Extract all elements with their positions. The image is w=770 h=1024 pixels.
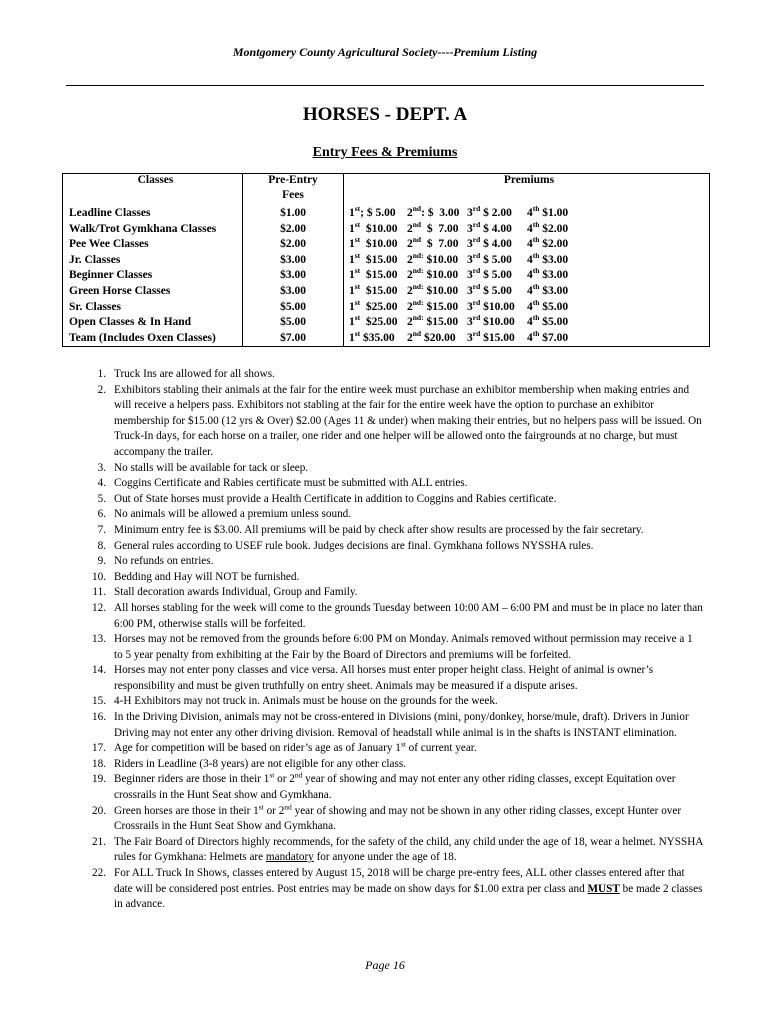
rule-text: No refunds on entries. [114,555,214,568]
place-suffix: rd [472,328,481,338]
place-number: 1 [349,269,355,282]
place-suffix: th [532,297,540,307]
rule-number: 15. [92,695,106,708]
premium-row [349,315,709,331]
place-number: 2 [407,331,413,344]
premium-amount: $ 7.00 [421,238,459,251]
rule-text: In the Driving Division, animals may not be cross-entered in Divisions (mini, pony/donkey, horse/mule, draft). Drivers in Junior Driving may not enter any other driving division. Removal of headstall while animal is in the shafts is INSTANT elimination. [114,711,689,739]
rule-text: For ALL Truck In Shows, classes entered by August 15, 2018 will be charge pre-entry fees, ALL other classes entered after that date will be considered post entries. Post entries may be made on show days for $1.00 extra per class and [114,867,685,895]
place-suffix: rd [472,204,481,214]
rule-item [84,663,704,694]
rule-number: 16. [92,711,106,724]
premium-row [349,328,709,347]
rule-item [84,383,704,461]
place-number: 4 [527,300,533,313]
place-number: 3 [467,331,473,344]
premium-amount: $1.00 [539,207,569,219]
rule-item [84,632,704,663]
rule-number: 20. [92,804,106,817]
rule-text: Bedding and Hay will NOT be furnished. [114,570,300,583]
rule-number: 18. [92,757,106,770]
premium-amount: $ 7.00 [421,222,459,235]
place-number: 4 [527,284,533,297]
place-suffix: st [354,266,361,276]
premium-place [407,328,467,347]
class-fee: $5.00 [280,300,306,313]
premium-amount: $20.00 [421,331,456,344]
place-number: 1 [349,238,355,251]
premium-row [349,284,709,300]
place-number: 2 [407,316,413,329]
rule-item [84,507,704,523]
place-number: 1 [349,316,355,329]
premium-row [349,250,709,269]
place-suffix: nd: [412,250,424,260]
premiums-column [344,174,710,347]
place-suffix: th [532,250,540,260]
premium-amount: $5.00 [539,316,569,329]
place-suffix: nd: [412,313,424,323]
premium-amount: $35.00 [360,331,395,344]
rule-text: Stall decoration awards Individual, Group and Family. [114,586,358,599]
premium-amount: $7.00 [539,331,569,344]
place-suffix: st [354,313,361,323]
page-number: Page 16 [365,958,405,972]
premium-amount: $ 5.00 [480,284,512,297]
rule-number: 9. [97,555,106,568]
fee-list [243,206,343,346]
rule-number: 22. [92,867,106,879]
class-name: Leadline Classes [69,207,151,219]
place-suffix: th [532,328,540,338]
place-suffix: nd [412,328,422,338]
rule-item [84,539,704,555]
rule-text: Green horses are those in their 1 [114,804,259,817]
class-fee: $3.00 [280,269,306,282]
rule-text: Exhibitors stabling their animals at the fair for the entire week must purchase an exhibitor membership when making entries and will receive a helpers pass. Exhibitors not stabling at the fair for the entire week have the option to purchase an exhibitor membership for $15.00 (12 yrs & Over) $2.00 (Ages 11 & under) when making their entries, but no helpers pass will be issued. On Truck-In days, for each horse on a trailer, one rider and one helper will be allowed onto the fairgrounds at no charge, but must accompany the trailer. [114,383,702,458]
premium-amount: $15.00 [360,253,398,266]
rule-item [84,492,704,508]
rule-number: 21. [92,835,106,848]
rule-item [84,694,704,710]
premium-amount: $10.00 [480,316,515,329]
class-name: Sr. Classes [69,300,121,313]
rule-text: year of showing and may not enter any other riding classes, except Equitation over crossrails in the Hunt Seat show and Gymkhana. [114,773,676,802]
premium-amount: $15.00 [360,284,398,297]
rule-number: 2. [97,383,106,396]
rule-item [84,554,704,570]
rule-text: Horses may not be removed from the grounds before 6:00 PM on Monday. Animals removed without permission may receive a 1 to 5 year penalty from exhibiting at the Fair by the Board of Directors and premiums will be forfeited. [114,633,693,661]
rule-text: of current year. [405,742,477,755]
place-number: 2 [407,284,413,297]
premium-amount: $10.00 [423,284,459,297]
rule-number: 3. [97,461,106,474]
premium-amount: $ 4.00 [480,222,512,235]
class-name: Beginner Classes [69,269,153,282]
place-suffix: rd [472,297,481,307]
premium-amount: $15.00 [423,316,459,329]
place-suffix: th [532,219,540,229]
premium-amount: $ 4.00 [480,238,512,251]
class-fee: $3.00 [280,284,306,297]
class-list [69,206,242,346]
premium-amount: $25.00 [360,300,398,313]
rule-text: The Fair Board of Directors highly recommends, for the safety of the child, any child under the age of 18, wear a helmet. NYSSHA rules for Gymkhana: Helmets are [114,835,703,864]
place-suffix: th [532,313,540,323]
place-number: 4 [527,238,533,251]
place-suffix: th [532,235,540,245]
place-number: 1 [349,331,355,344]
place-number: 1 [349,207,355,219]
rule-text: nd [294,770,303,780]
rule-text: st [269,770,275,780]
place-number: 2 [407,238,413,251]
place-suffix: st [354,297,361,307]
page-title: HORSES - DEPT. A [302,104,468,125]
place-suffix: st [354,219,361,229]
premium-amount: $3.00 [539,253,569,266]
place-number: 2 [407,269,413,282]
place-number: 3 [467,316,473,329]
premium-place [349,328,407,347]
premium-amount: $3.00 [539,284,569,297]
premium-place [467,328,527,347]
class-fee: $3.00 [280,253,306,266]
rule-item [84,585,704,601]
class-fee: $7.00 [280,331,306,344]
rule-number: 6. [97,508,106,521]
premium-amount: $15.00 [360,269,398,282]
class-fee: $2.00 [280,222,306,235]
rule-item [84,367,704,383]
premiums-header: Premiums [503,174,555,186]
rule-item [84,601,704,632]
premium-amount: $5.00 [539,300,569,313]
rule-item [84,710,704,741]
place-suffix: st [354,282,361,292]
rule-number: 13. [92,633,106,646]
premium-amount: $2.00 [539,222,569,235]
rule-text: or 2 [274,773,295,786]
place-number: 2 [407,300,413,313]
place-number: 2 [407,253,413,266]
rule-text: All horses stabling for the week will come to the grounds Tuesday between 10:00 AM – 6:00 PM and must be in place no later than 6:00 PM, otherwise stalls will be forfeited. [114,601,703,630]
place-number: 2 [407,207,413,219]
rule-text: Riders in Leadline (3-8 years) are not eligible for any other class. [114,757,407,770]
place-suffix: st [354,250,361,260]
fees-header-line1: Pre-Entry [268,174,318,186]
rule-text: Truck Ins are allowed for all shows. [114,368,275,380]
rule-text: Age for competition will be based on rider’s age as of January 1 [114,742,401,755]
rule-number: 7. [97,523,106,536]
rule-number: 4. [97,477,106,490]
premium-list [349,206,709,346]
place-suffix: nd [412,235,422,245]
rule-text: Horses may not enter pony classes and vice versa. All horses must enter proper height class. Height of animal is owner’s responsibility and must be given truthfully on entry sheet. Animals may be measured if a dispute arises. [114,664,654,692]
place-number: 4 [527,253,533,266]
class-name: Walk/Trot Gymkhana Classes [69,222,217,235]
premium-amount: $2.00 [539,238,569,251]
rule-text: MUST [587,882,620,895]
place-number: 1 [349,222,355,235]
rule-text: Coggins Certificate and Rabies certificate must be submitted with ALL entries. [114,477,468,490]
rule-item [84,772,704,803]
rule-text: for anyone under the age of 18. [313,851,457,864]
classes-column [63,174,243,347]
place-suffix: nd [412,219,422,229]
entry-fees-table [62,173,710,347]
premium-amount: $ 2.00 [480,207,512,219]
rule-number: 5. [97,492,106,505]
premium-row [349,237,709,253]
place-suffix: st [354,235,361,245]
rule-text: Out of State horses must provide a Health Certificate in addition to Coggins and Rabies certificate. [114,492,557,505]
rule-number: 1. [97,368,106,380]
header-rule [66,85,704,86]
place-suffix: th [532,204,540,214]
rule-number: 8. [97,539,106,552]
document-header: Montgomery County Agricultural Society----Premium Listing [232,45,538,59]
rule-text: 4-H Exhibitors may not truck in. Animals must be house on the grounds for the week. [114,695,498,708]
premium-amount: $ 5.00 [480,253,512,266]
place-number: 1 [349,300,355,313]
place-suffix: th [532,266,540,276]
rule-text: mandatory [265,851,314,864]
premium-amount: : $ 3.00 [421,207,460,219]
class-name: Open Classes & In Hand [69,316,192,329]
place-number: 3 [467,253,473,266]
rule-item [84,476,704,492]
premium-amount: $10.00 [480,300,515,313]
premium-amount: ; $ 5.00 [360,207,396,219]
rule-number: 17. [92,742,106,755]
place-suffix: th [532,282,540,292]
place-number: 1 [349,284,355,297]
place-suffix: st [354,328,361,338]
place-suffix: rd [472,250,481,260]
class-fee: $5.00 [280,316,306,329]
place-number: 4 [527,331,533,344]
class-name: Jr. Classes [69,253,121,266]
place-number: 2 [407,222,413,235]
rule-item [84,523,704,539]
rule-text: st [400,739,406,749]
premium-amount: $10.00 [423,269,459,282]
place-number: 4 [527,222,533,235]
premium-amount: $10.00 [360,238,398,251]
place-number: 3 [467,284,473,297]
place-number: 3 [467,238,473,251]
rule-item [84,866,704,913]
place-number: 4 [527,316,533,329]
premium-row [349,219,709,238]
premium-row [349,206,709,222]
place-suffix: nd: [412,297,424,307]
rule-number: 12. [92,601,106,614]
place-suffix: rd [472,266,481,276]
rule-text: be made 2 classes in advance. [114,882,703,911]
class-name: Green Horse Classes [69,284,171,297]
premium-amount: $ 5.00 [480,269,512,282]
place-suffix: rd [472,219,481,229]
fees-header-line2: Fees [282,189,304,201]
place-suffix: nd: [412,266,424,276]
place-number: 4 [527,269,533,282]
place-suffix: rd [472,235,481,245]
class-name: Pee Wee Classes [69,238,149,251]
rule-item [84,757,704,773]
rule-text: Beginner riders are those in their 1 [114,773,270,786]
place-suffix: nd: [412,282,424,292]
place-number: 1 [349,253,355,266]
place-suffix: nd [412,204,422,214]
rule-number: 14. [92,664,106,677]
place-suffix: st [354,204,361,214]
place-number: 3 [467,269,473,282]
premium-row [349,297,709,316]
class-fee: $2.00 [280,238,306,251]
place-suffix: rd [472,282,481,292]
rule-text: No stalls will be available for tack or sleep. [114,461,309,474]
premium-amount: $25.00 [360,316,398,329]
place-suffix: rd [472,313,481,323]
rule-text: No animals will be allowed a premium unless sound. [114,508,352,521]
rule-text: nd [284,801,292,811]
rule-text: st [258,801,264,811]
class-name: Team (Includes Oxen Classes) [69,331,216,344]
class-fee: $1.00 [280,207,306,219]
premium-amount: $15.00 [423,300,459,313]
rule-number: 11. [92,586,106,599]
premium-amount: $3.00 [539,269,569,282]
rule-number: 19. [92,773,106,786]
rule-item [84,741,704,757]
rule-item [84,570,704,586]
premium-place [527,328,587,347]
place-number: 3 [467,222,473,235]
rules-list [84,367,704,913]
premium-amount: $10.00 [360,222,398,235]
fees-column [243,174,344,347]
place-number: 3 [467,207,473,219]
rule-item [84,835,704,866]
rule-text: or 2 [263,804,285,817]
place-number: 3 [467,300,473,313]
premium-row [349,268,709,284]
premium-amount: $10.00 [423,253,459,266]
rule-text: year of showing and may not be shown in any other riding classes, except Hunter over Crossrails in the Hunt Seat Show and Gymkhana. [114,804,682,833]
place-number: 4 [527,207,533,219]
rule-text: Minimum entry fee is $3.00. All premiums will be paid by check after show results are processed by the fair secretary. [114,523,644,536]
premium-amount: $15.00 [480,331,515,344]
rule-number: 10. [92,570,106,583]
classes-header: Classes [137,174,174,186]
rule-item [84,801,704,835]
section-subtitle: Entry Fees & Premiums [312,145,458,160]
rule-item [84,461,704,477]
rule-text: General rules according to USEF rule book. Judges decisions are final. Gymkhana follows NYSSHA rules. [114,539,594,552]
